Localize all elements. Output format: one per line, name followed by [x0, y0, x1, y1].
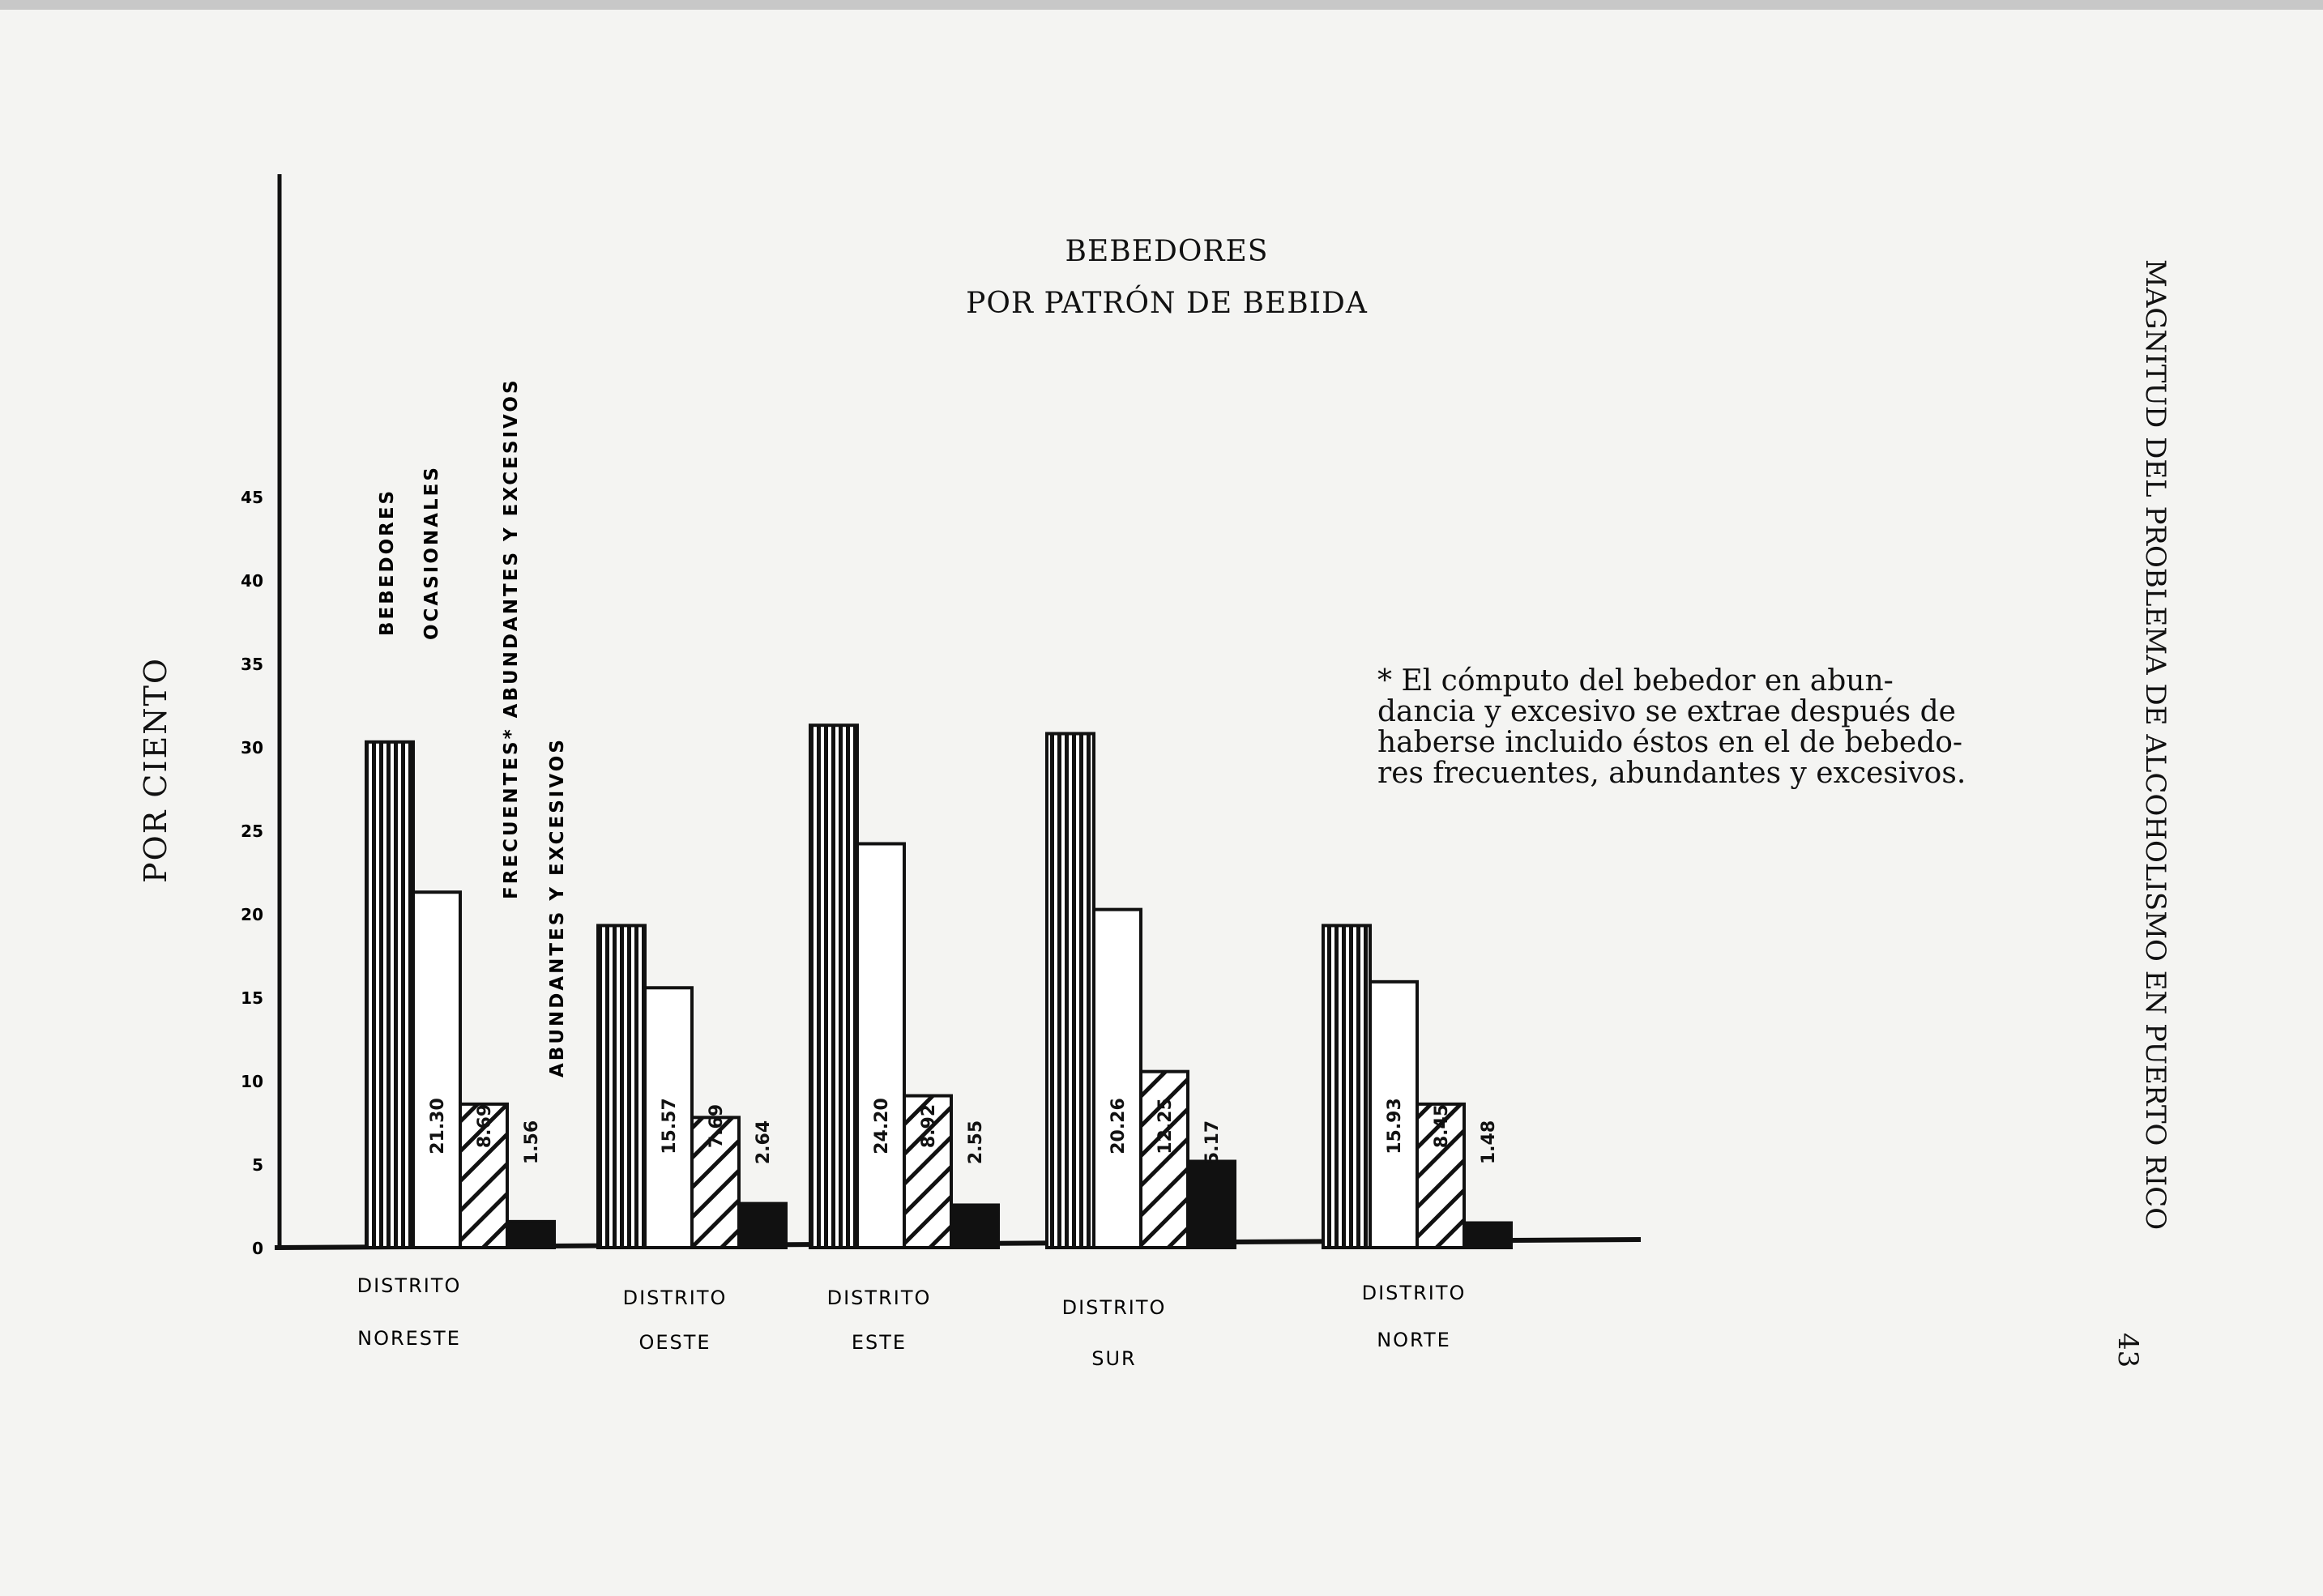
legend-label-4: ABUNDANTES Y EXCESIVOS [547, 737, 568, 1078]
bar-4-5 [1464, 1223, 1511, 1248]
y-tick-label: 15 [241, 988, 263, 1008]
category-label-line1: DISTRITO [826, 1287, 932, 1309]
category-label-line2: OESTE [638, 1331, 711, 1354]
bar-4-3 [951, 1205, 998, 1248]
bar-1-5 [1323, 925, 1370, 1248]
bar-1-2 [598, 925, 645, 1248]
bar-value-label: 8.69 [475, 1103, 495, 1149]
bar-1-4 [1047, 734, 1094, 1248]
y-tick-label: 10 [241, 1072, 263, 1091]
bar-value-label: 1.56 [522, 1120, 542, 1165]
bar-value-label: 2.64 [754, 1120, 774, 1165]
bar-value-label: 20.26 [1108, 1098, 1129, 1154]
footnote-line-2: dancia y excesivo se extrae después de [1377, 695, 1956, 728]
y-tick-label: 5 [252, 1155, 263, 1175]
y-tick-label: 35 [241, 655, 263, 674]
bar-value-label: 2.55 [966, 1120, 986, 1165]
bar-value-label: 8.92 [919, 1103, 939, 1149]
category-label-line1: DISTRITO [1061, 1296, 1167, 1319]
bar-4-2 [739, 1204, 786, 1248]
bar-1-3 [810, 725, 857, 1248]
category-label-line1: DISTRITO [1361, 1282, 1467, 1304]
page-number: 43 [2112, 1333, 2144, 1368]
bar-2-1 [413, 892, 460, 1248]
legend-label-1: BEBEDORES [377, 488, 398, 636]
y-axis-label: POR CIENTO [138, 657, 173, 883]
bar-value-label: 7.69 [707, 1103, 727, 1149]
footnote-line-4: res frecuentes, abundantes y excesivos. [1377, 757, 1966, 790]
running-header [2139, 259, 2196, 1272]
bar-4-1 [507, 1222, 554, 1248]
legend-label-3: FRECUENTES* ABUNDANTES Y EXCESIVOS [501, 378, 522, 899]
bar-1-1 [366, 742, 413, 1248]
bar-value-label: 5.17 [1202, 1120, 1223, 1165]
footnote-line-3: haberse incluido éstos en el de bebedo- [1377, 726, 1963, 759]
category-label-line1: DISTRITO [622, 1287, 728, 1309]
bar-value-label: 8.45 [1432, 1103, 1452, 1149]
category-label-line2: NORESTE [357, 1327, 461, 1350]
footnote [1377, 666, 1993, 789]
category-label-line2: SUR [1091, 1347, 1137, 1370]
y-tick-label: 20 [241, 905, 263, 924]
category-label-line1: DISTRITO [357, 1274, 462, 1297]
running-header-text: MAGNITUD DEL PROBLEMA DE ALCOHOLISMO EN PUERTO RICO [2139, 259, 2171, 1231]
bar-2-3 [857, 843, 904, 1248]
category-label-line2: ESTE [851, 1331, 907, 1354]
y-tick-label: 0 [252, 1239, 263, 1258]
bar-value-label: 24.20 [872, 1098, 892, 1154]
footnote-line-1: * El cómputo del bebedor en abun- [1377, 664, 1894, 698]
bar-4-4 [1188, 1161, 1235, 1248]
chart-subtitle: POR PATRÓN DE BEBIDA [966, 287, 1368, 320]
bar-value-label: 21.30 [428, 1098, 448, 1154]
y-tick-label: 25 [241, 821, 263, 841]
category-label-line2: NORTE [1377, 1329, 1451, 1351]
y-tick-label: 40 [241, 571, 263, 591]
chart-title: BEBEDORES [1065, 235, 1269, 268]
bar-2-4 [1094, 910, 1141, 1248]
legend-label-2: OCASIONALES [421, 465, 442, 640]
bar-value-label: 15.93 [1385, 1098, 1405, 1154]
y-tick-label: 30 [241, 738, 263, 757]
y-tick-label: 45 [241, 488, 263, 507]
bar-value-label: 15.57 [660, 1098, 680, 1154]
bar-value-label: 12.25 [1155, 1098, 1176, 1154]
bar-value-label: 1.48 [1479, 1120, 1499, 1165]
